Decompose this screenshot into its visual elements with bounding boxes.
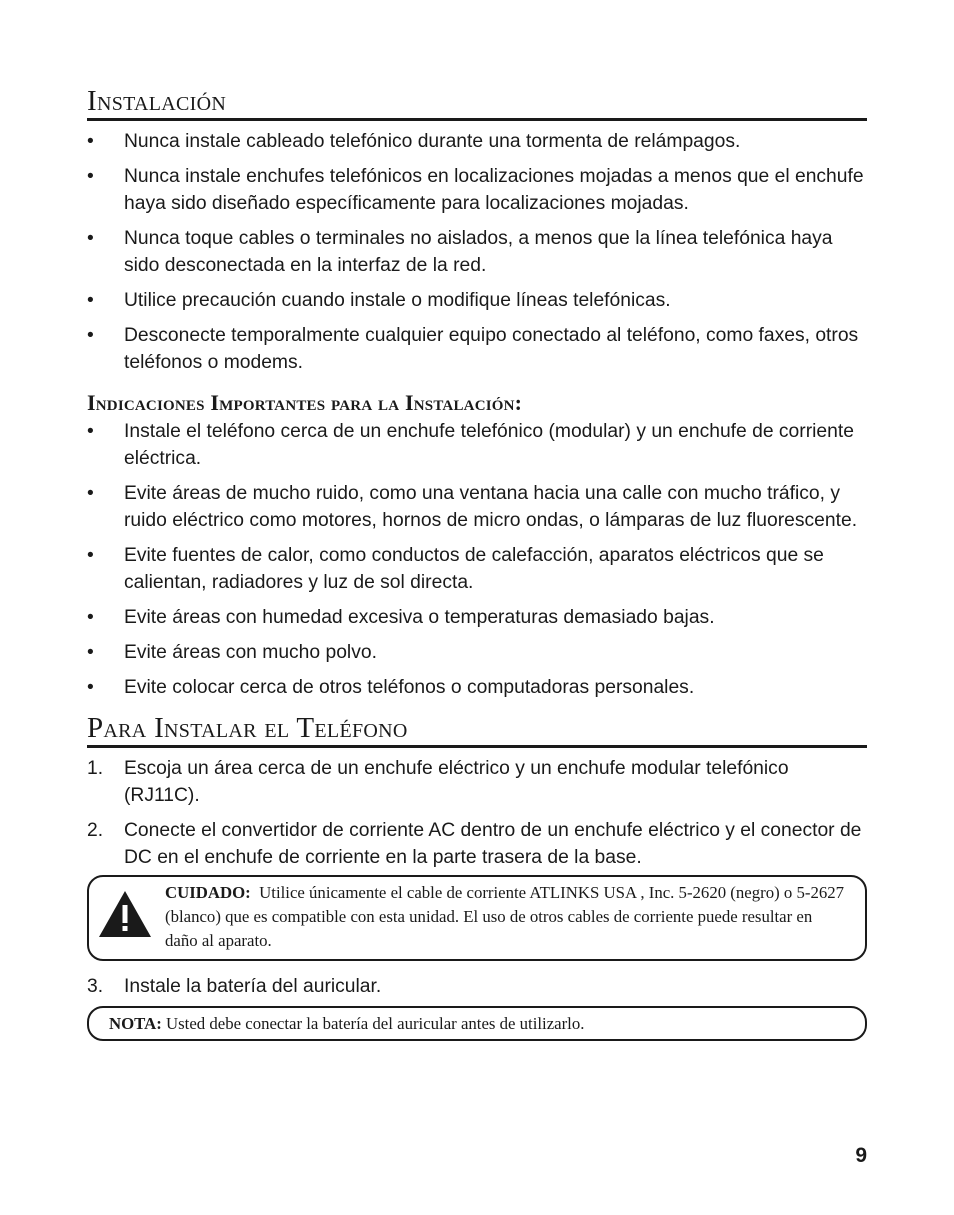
list-item-text: Evite colocar cerca de otros teléfonos o computadoras personales. xyxy=(124,677,695,698)
installation-warnings-list xyxy=(87,128,867,376)
list-item-text: Evite áreas de mucho ruido, como una ventana hacia una calle con mucho tráfico, y ruido eléctrico como motores, hornos de micro ondas, o lámparas de luz fluorescente. xyxy=(124,483,858,531)
caution-label: CUIDADO: xyxy=(165,883,251,902)
bullet-mark: • xyxy=(87,483,94,504)
bullet-mark: • xyxy=(87,228,94,249)
list-item xyxy=(87,639,867,666)
note-text: Usted debe conectar la batería del auricular antes de utilizarlo. xyxy=(166,1014,585,1033)
list-item-text: Instale el teléfono cerca de un enchufe telefónico (modular) y un enchufe de corriente eléctrica. xyxy=(124,421,854,469)
section-title-install-phone: Para Instalar el Teléfono xyxy=(87,711,867,748)
list-item xyxy=(87,542,867,596)
list-item xyxy=(87,287,867,314)
step-item xyxy=(87,817,867,871)
install-steps-list-continued xyxy=(87,973,867,1000)
list-item xyxy=(87,674,867,701)
bullet-mark: • xyxy=(87,677,94,698)
bullet-mark: • xyxy=(87,545,94,566)
list-item xyxy=(87,418,867,472)
bullet-mark: • xyxy=(87,421,94,442)
list-item-text: Desconecte temporalmente cualquier equipo conectado al teléfono, como faxes, otros teléfonos o modems. xyxy=(124,325,859,373)
list-item xyxy=(87,163,867,217)
step-item xyxy=(87,973,867,1000)
bullet-mark: • xyxy=(87,290,94,311)
warning-triangle-icon xyxy=(97,889,153,939)
bullet-mark: • xyxy=(87,642,94,663)
list-item-text: Evite fuentes de calor, como conductos de calefacción, aparatos eléctricos que se calientan, radiadores y luz de sol directa. xyxy=(124,545,824,593)
manual-page xyxy=(87,84,867,1041)
list-item-text: Nunca instale enchufes telefónicos en localizaciones mojadas a menos que el enchufe haya sido diseñado específicamente para localizaciones mojadas. xyxy=(124,166,864,214)
list-item xyxy=(87,604,867,631)
list-item-text: Utilice precaución cuando instale o modifique líneas telefónicas. xyxy=(124,290,671,311)
list-item xyxy=(87,128,867,155)
bullet-mark: • xyxy=(87,131,94,152)
caution-box xyxy=(87,875,867,961)
step-number: 1. xyxy=(87,758,104,779)
step-text: Escoja un área cerca de un enchufe eléctrico y un enchufe modular telefónico (RJ11C). xyxy=(124,758,789,806)
step-text: Instale la batería del auricular. xyxy=(124,976,382,997)
list-item xyxy=(87,480,867,534)
caution-text: Utilice únicamente el cable de corriente ATLINKS USA , Inc. 5-2620 (negro) o 5-2627 (blanco) que es compatible con esta unidad. El uso de otros cables de corriente puede resultar en daño al aparato. xyxy=(165,883,845,950)
subsection-title-important-indications: Indicaciones Importantes para la Instalación: xyxy=(87,390,523,415)
list-item xyxy=(87,225,867,279)
list-item xyxy=(87,322,867,376)
note-label: NOTA: xyxy=(109,1014,162,1033)
bullet-mark: • xyxy=(87,607,94,628)
step-text: Conecte el convertidor de corriente AC dentro de un enchufe eléctrico y el conector de DC en el enchufe de corriente en la parte trasera de la base. xyxy=(124,820,862,868)
bullet-mark: • xyxy=(87,166,94,187)
note-box xyxy=(87,1006,867,1041)
list-item-text: Nunca toque cables o terminales no aislados, a menos que la línea telefónica haya sido desconectada en la interfaz de la red. xyxy=(124,228,833,276)
section-title-installation: Instalación xyxy=(87,84,867,121)
list-item-text: Nunca instale cableado telefónico durante una tormenta de relámpagos. xyxy=(124,131,741,152)
list-item-text: Evite áreas con humedad excesiva o temperaturas demasiado bajas. xyxy=(124,607,715,628)
step-number: 3. xyxy=(87,976,104,997)
page-number: 9 xyxy=(855,1144,867,1167)
step-number: 2. xyxy=(87,820,104,841)
installation-indications-list xyxy=(87,418,867,701)
bullet-mark: • xyxy=(87,325,94,346)
install-steps-list xyxy=(87,755,867,871)
list-item-text: Evite áreas con mucho polvo. xyxy=(124,642,377,663)
step-item xyxy=(87,755,867,809)
